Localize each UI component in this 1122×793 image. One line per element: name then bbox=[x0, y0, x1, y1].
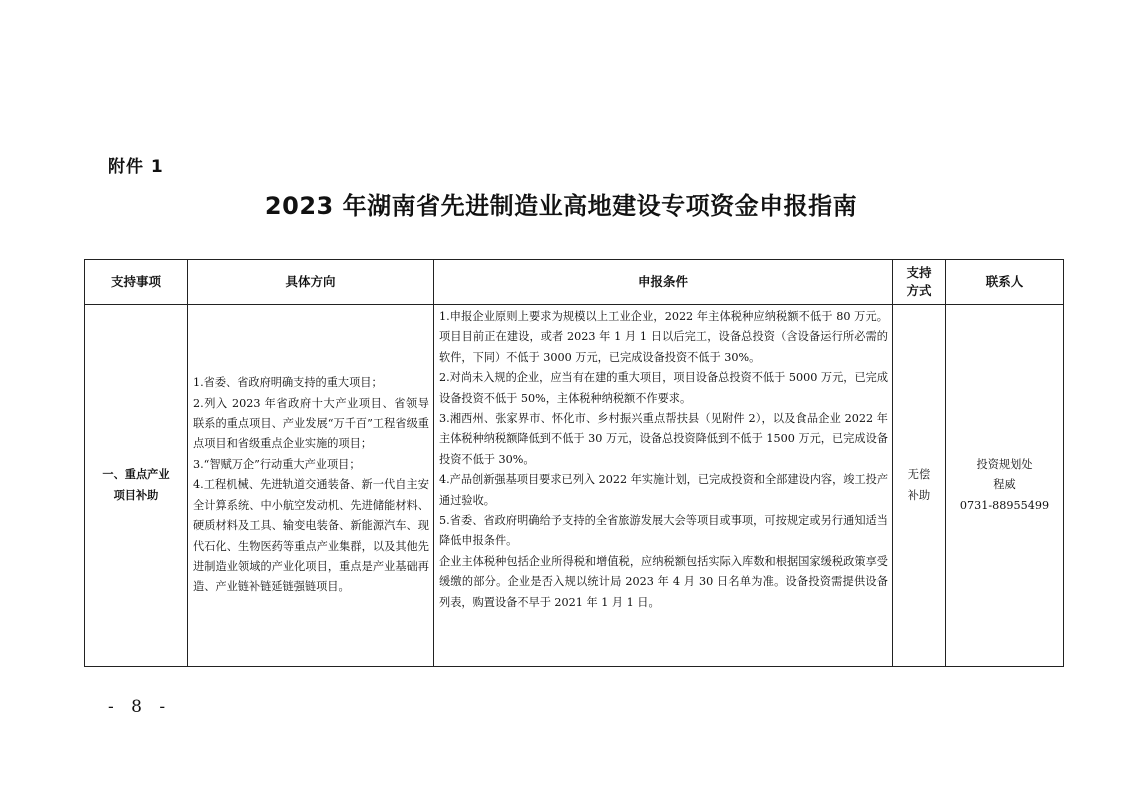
table-header-row bbox=[85, 260, 1064, 305]
contact-department: 投资规划处 bbox=[976, 457, 1033, 471]
header-contact: 联系人 bbox=[946, 260, 1064, 305]
contact-phone: 0731-88955499 bbox=[959, 498, 1050, 512]
contact-name: 程威 bbox=[993, 478, 1016, 492]
support-mode-cell bbox=[893, 305, 946, 667]
direction-cell bbox=[188, 305, 434, 667]
direction-item: 1.省委、省政府明确支持的重大项目； bbox=[193, 376, 383, 390]
header-support-mode bbox=[893, 260, 946, 305]
condition-item: 4.产品创新强基项目要求已列入 2022 年实施计划，已完成投资和全部建设内容，竣工投产通过验收。 bbox=[439, 473, 889, 507]
header-conditions: 申报条件 bbox=[434, 260, 893, 305]
category-line2: 项目补助 bbox=[113, 488, 159, 502]
condition-item: 5.省委、省政府明确给予支持的全省旅游发展大会等项目或事项，可按规定或另行通知适当降低申报条件。 bbox=[439, 514, 888, 548]
attachment-label: 附件 1 bbox=[108, 157, 164, 177]
table-row bbox=[85, 305, 1064, 667]
header-direction: 具体方向 bbox=[188, 260, 434, 305]
header-support-mode-line2: 方式 bbox=[906, 283, 932, 298]
document-title: 2023 年湖南省先进制造业高地建设专项资金申报指南 bbox=[264, 192, 858, 220]
condition-item: 1.申报企业原则上要求为规模以上工业企业，2022 年主体税种应纳税额不低于 80 万元。项目目前正在建设，或者 2023 年 1 月 1 日以后完工，设备总投资（含设备运行所必需的软件，下同）不低于 3000 万元，已完成设备投资不低于 30%。 bbox=[439, 310, 888, 364]
condition-item: 3.湘西州、张家界市、怀化市、乡村振兴重点帮扶县（见附件 2），以及食品企业 2022 年主体税种纳税额降低到不低于 30 万元，设备总投资降低到不低于 1500 万元，已完成设备投资不低于 30%。 bbox=[439, 412, 888, 466]
guide-table bbox=[84, 259, 1064, 667]
condition-item: 2.对尚未入规的企业，应当有在建的重大项目，项目设备总投资不低于 5000 万元，已完成设备投资不低于 50%，主体税种纳税额不作要求。 bbox=[439, 371, 889, 405]
support-mode-line2: 补助 bbox=[907, 488, 931, 502]
direction-item: 3.“智赋万企”行动重大产业项目； bbox=[193, 457, 361, 471]
header-support-item: 支持事项 bbox=[85, 260, 188, 305]
header-support-mode-line1: 支持 bbox=[906, 265, 932, 280]
contact-cell bbox=[946, 305, 1064, 667]
conditions-cell bbox=[434, 305, 893, 667]
page-number: - 8 - bbox=[108, 697, 172, 717]
category-line1: 一、重点产业 bbox=[102, 468, 170, 482]
direction-item: 2.列入 2023 年省政府十大产业项目、省领导联系的重点项目、产业发展“万千百”工程省级重点项目和省级重点企业实施的项目； bbox=[193, 396, 429, 451]
condition-note: 企业主体税种包括企业所得税和增值税，应纳税额包括实际入库数和根据国家缓税政策享受缓缴的部分。企业是否入规以统计局 2023 年 4 月 30 日名单为准。设备投资需提供设备列表，购置设备不早于 2021 年 1 月 1 日。 bbox=[439, 554, 888, 609]
category-cell bbox=[85, 305, 188, 667]
direction-item: 4.工程机械、先进轨道交通装备、新一代自主安全计算系统、中小航空发动机、先进储能材料、硬质材料及工具、输变电装备、新能源汽车、现代石化、生物医药等重点产业集群，以及其他先进制造业领域的产业化项目，重点是产业基础再造、产业链补链延链强链项目。 bbox=[193, 478, 429, 594]
support-mode-line1: 无偿 bbox=[907, 468, 931, 482]
